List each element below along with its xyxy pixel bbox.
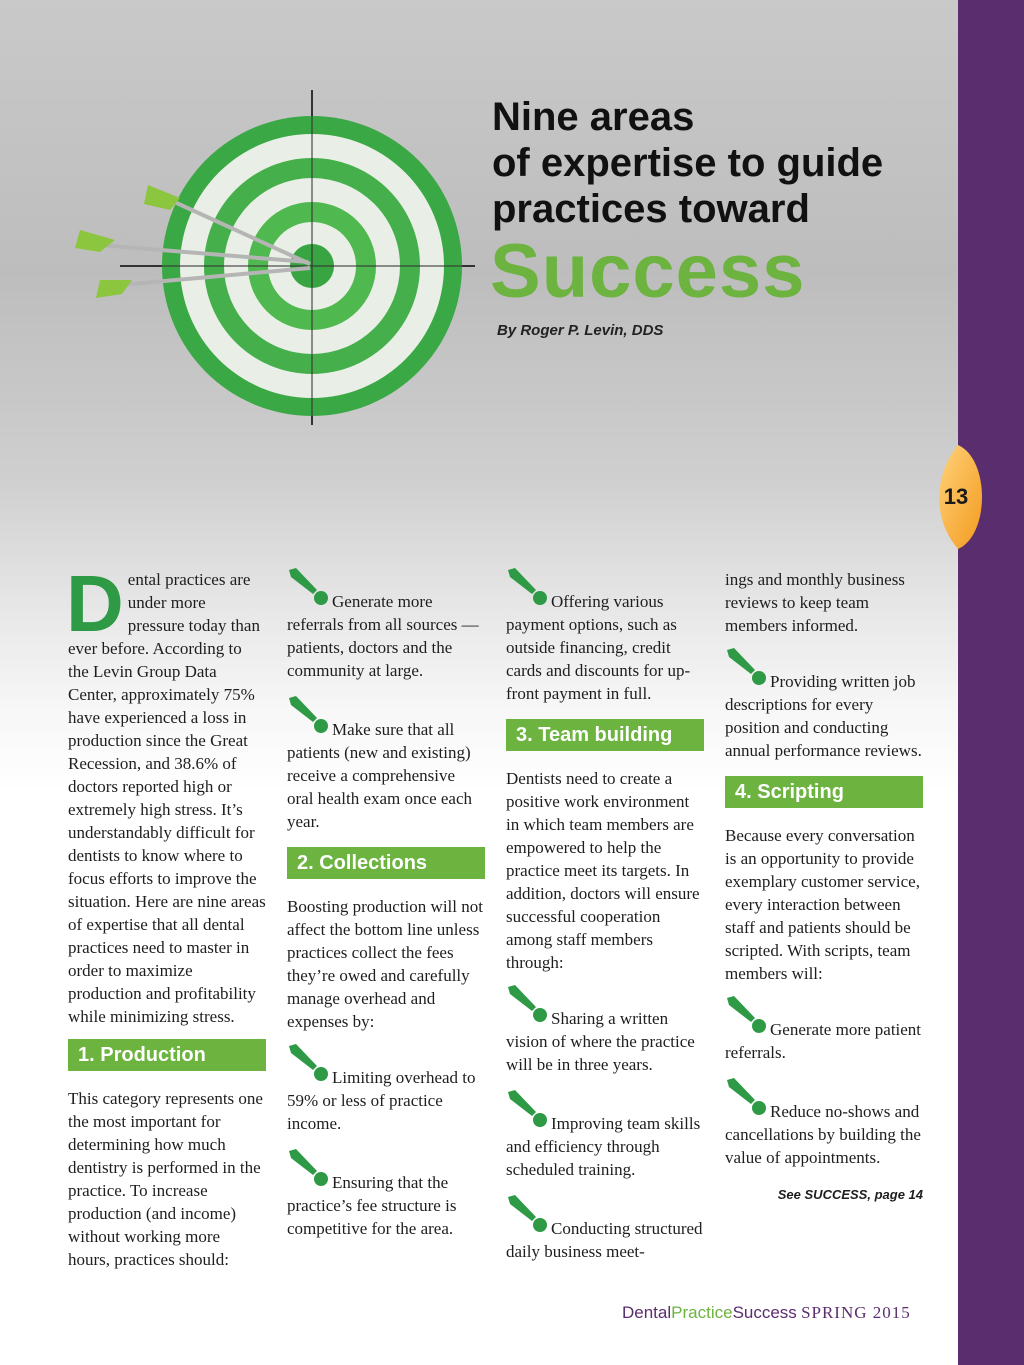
footer [622,1303,911,1323]
title-line-2: of expertise to guide [492,141,884,185]
intro-paragraph [66,559,266,1028]
byline: By Roger P. Levin, DDS [497,322,664,339]
bullet-item: Providing written job descriptions for every position and conducting annual performance reviews. [725,648,923,762]
bullet-item: Generate more referrals from all sources — patients, doctors and the community at large. [287,568,485,682]
bullet-item: Offering various payment options, such as outside financing, credit cards and discounts for up-front payment in full. [506,568,704,705]
footer-issue: SPRING 2015 [801,1303,911,1322]
heading-collections: 2. Collections [287,847,485,879]
column-2 [287,568,485,1254]
column-1 [66,559,266,1282]
purple-sidebar [958,0,1024,1365]
bullet-item: Generate more patient referrals. [725,996,923,1064]
footer-brand-success: Success [732,1303,797,1322]
scripting-body: Because every conversation is an opportunity to provide exemplary customer service, every interaction between staff and patients should be scripted. With scripts, team members will: [725,826,920,983]
title-line-1: Nine areas [492,95,695,139]
intro-text: ental practices are under more pressure today than ever before. According to the Levin Group Data Center, approximately 75% have experienced a loss in production since the Great Recession, and 38.6% of doctors reported high or extremely high stress. It’s understandably difficult for dentists to know where to focus efforts to improve the situation. Here are nine areas of expertise that all dental practices need to master in order to maximize production and profitability while minimizing stress. [68,570,266,1026]
target-illustration [60,80,480,430]
bullet-item: Reduce no-shows and cancellations by building the value of appointments. [725,1078,923,1169]
footer-brand-dental: Dental [622,1303,672,1322]
see-more-link[interactable]: See SUCCESS, page 14 [777,1187,923,1202]
bullet-item: Sharing a written vision of where the practice will be in three years. [506,985,704,1076]
heading-team-building: 3. Team building [506,719,704,751]
bullet-item: Make sure that all patients (new and existing) receive a comprehensive oral health exam once each year. [287,696,485,833]
page-number: 13 [943,484,969,509]
column-3 [506,568,704,1277]
heading-scripting: 4. Scripting [725,776,923,808]
bullet-item: Ensuring that the practice’s fee structure is competitive for the area. [287,1149,485,1240]
collections-body: Boosting production will not affect the bottom line unless practices collect the fees they’re owed and carefully manage overhead and expenses by: [287,897,483,1031]
footer-brand-practice: Practice [671,1303,733,1322]
team-building-body: Dentists need to create a positive work environment in which team members are empowered to help the practice meet its targets. In addition, doctors will ensure successful cooperation among staff members through: [506,769,700,972]
bullet-item: Improving team skills and efficiency through scheduled training. [506,1090,704,1181]
production-body: This category represents one the most important for determining how much dentistry is performed in the practice. To increase production (and income) without working more hours, practices should: [68,1089,263,1269]
bullet-item: Conducting structured daily business meet- [506,1195,704,1263]
column-4 [725,568,923,1206]
bullet-item: Limiting overhead to 59% or less of practice income. [287,1044,485,1135]
heading-production: 1. Production [68,1039,266,1071]
continued-text: ings and monthly business reviews to keep team members informed. [725,570,905,635]
title-line-3: practices toward [492,187,810,231]
title-success: Success [490,229,806,314]
drop-cap: D [66,559,124,648]
